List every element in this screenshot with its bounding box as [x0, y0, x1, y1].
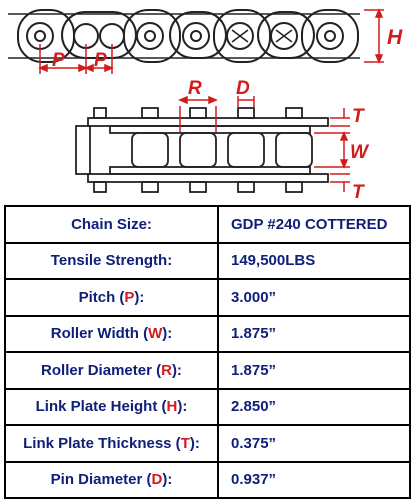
spec-symbol: H — [166, 398, 178, 416]
spec-label-suffix: ): — [162, 325, 173, 343]
spec-label-suffix: ): — [162, 471, 173, 489]
spec-label-suffix: ): — [177, 398, 188, 416]
spec-label — [5, 462, 218, 499]
spec-value: 0.375” — [218, 425, 410, 462]
spec-label — [5, 425, 218, 462]
spec-label — [5, 206, 218, 243]
spec-value: 3.000” — [218, 279, 410, 316]
spec-label-text: Pin Diameter ( — [50, 471, 152, 489]
spec-value: 2.850” — [218, 389, 410, 426]
spec-label-text: Tensile Strength: — [50, 252, 173, 270]
spec-symbol: T — [180, 434, 190, 452]
spec-symbol: P — [124, 288, 135, 306]
spec-value: 1.875” — [218, 352, 410, 389]
spec-row — [5, 316, 410, 353]
spec-label — [5, 243, 218, 280]
spec-value: 1.875” — [218, 316, 410, 353]
spec-row — [5, 462, 410, 499]
spec-label-text: Link Plate Height ( — [35, 398, 167, 416]
spec-row — [5, 352, 410, 389]
spec-row — [5, 206, 410, 243]
spec-row — [5, 425, 410, 462]
height-label: H — [387, 26, 403, 49]
spec-label-text: Roller Diameter ( — [41, 361, 162, 379]
spec-label-suffix: ): — [189, 434, 200, 452]
roller-diameter-label: R — [188, 78, 202, 99]
thickness-label-bottom: T — [352, 182, 364, 202]
spec-value: 0.937” — [218, 462, 410, 499]
spec-label-text: Chain Size: — [71, 215, 152, 233]
spec-symbol: R — [161, 361, 172, 379]
width-label: W — [350, 142, 368, 163]
pin-diameter-label: D — [236, 78, 250, 99]
thickness-label-top: T — [352, 106, 364, 127]
spec-value: 149,500LBS — [218, 243, 410, 280]
spec-row — [5, 243, 410, 280]
spec-label — [5, 316, 218, 353]
spec-row — [5, 279, 410, 316]
spec-label-text: Roller Width ( — [50, 325, 149, 343]
spec-value: GDP #240 COTTERED — [218, 206, 410, 243]
chain-spec-table — [4, 205, 411, 499]
chain-side-view-diagram — [0, 78, 416, 202]
spec-label — [5, 279, 218, 316]
spec-symbol: W — [148, 325, 163, 343]
spec-symbol: D — [151, 471, 163, 489]
spec-label-text: Pitch ( — [78, 288, 125, 306]
spec-label — [5, 352, 218, 389]
pitch-label-2: P — [94, 50, 107, 71]
spec-label-suffix: ): — [134, 288, 145, 306]
chain-top-view-diagram — [0, 0, 416, 80]
spec-label-suffix: ): — [171, 361, 182, 379]
pitch-label-1: P — [52, 50, 65, 71]
spec-row — [5, 389, 410, 426]
spec-label — [5, 389, 218, 426]
spec-label-text: Link Plate Thickness ( — [23, 434, 181, 452]
